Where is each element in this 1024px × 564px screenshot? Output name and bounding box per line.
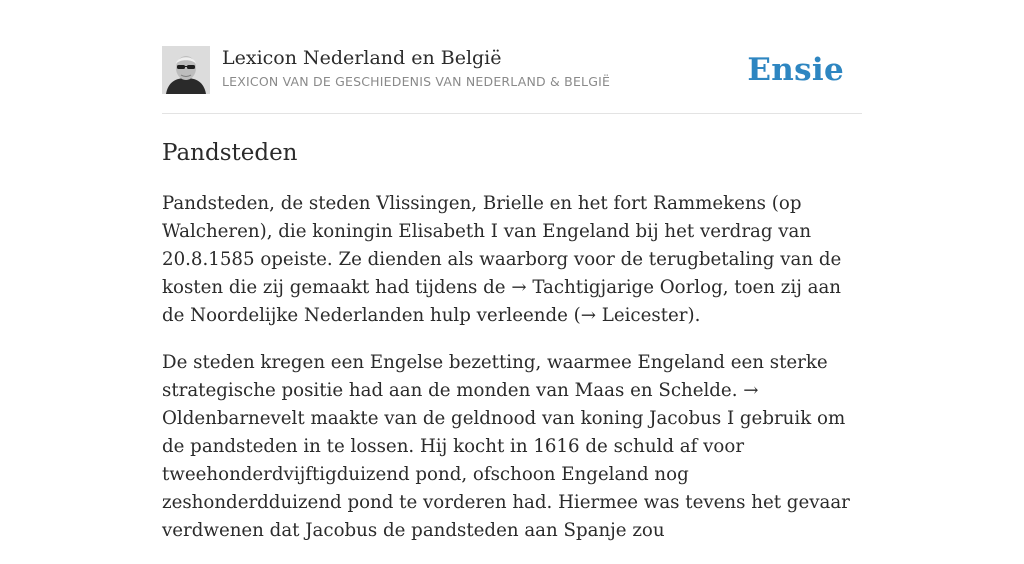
article-body [162, 190, 862, 564]
paragraph-text: ). [687, 305, 701, 326]
cross-reference-link[interactable]: → Leicester [580, 305, 688, 326]
paragraph-text: Pandsteden, de steden Vlissingen, Brielle en het fort Rammekens (op Walcheren), die koningin Elisabeth I van Engeland bij het verdrag van 20.8.1585 opeiste. Ze dienden als waarborg voor de terugbetaling van de kosten die zij gemaakt had tijdens de [162, 193, 842, 298]
paragraph-text: De steden kregen een Engelse bezetting, waarmee Engeland een sterke strategische positie had aan de monden van Maas en Schelde. [162, 352, 828, 401]
cross-reference-link[interactable]: → Oldenbarnevelt [162, 380, 759, 429]
site-title[interactable]: Lexicon Nederland en België [222, 47, 502, 69]
ensie-logo[interactable]: Ensie [747, 52, 844, 88]
cross-reference-link[interactable]: → Tachtigjarige Oorlog [511, 277, 723, 298]
article-paragraph [162, 349, 862, 545]
paragraph-text: , toen zij aan de Noordelijke Nederlanden hulp verleende ( [162, 277, 842, 326]
article-paragraph [162, 190, 862, 330]
author-portrait-icon[interactable] [162, 46, 210, 94]
paragraph-text: maakte van de geldnood van koning Jacobus I gebruik om de pandsteden in te lossen. Hij kocht in 1616 de schuld af voor tweehonderdvijftigduizend pond, ofschoon Engeland nog zeshonderdduizend pond te vorderen had. Hiermee was tevens het gevaar verdwenen dat Jacobus de pandsteden aan Spanje zou [162, 408, 850, 541]
site-subtitle: LEXICON VAN DE GESCHIEDENIS VAN NEDERLAND & BELGIË [222, 74, 611, 89]
article-title: Pandsteden [162, 140, 298, 166]
site-header [162, 46, 862, 114]
